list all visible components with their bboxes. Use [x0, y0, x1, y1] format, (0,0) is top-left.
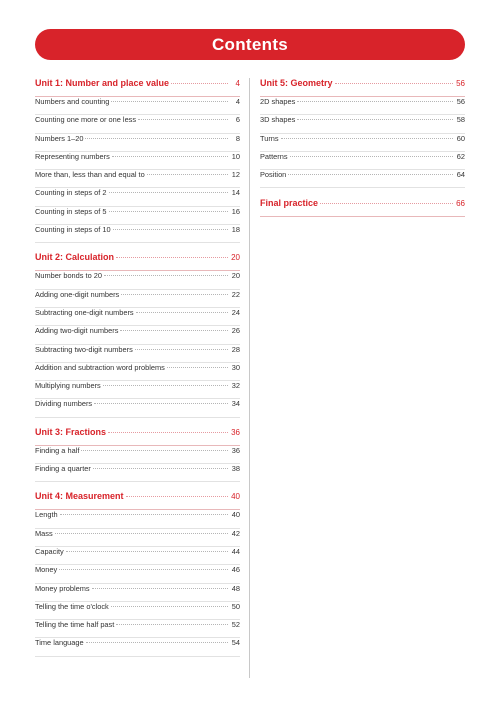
- entry-title: Dividing numbers: [35, 399, 93, 409]
- unit-title: Unit 3: Fractions: [35, 426, 107, 437]
- dot-leader: [171, 83, 228, 84]
- entry-title: 3D shapes: [260, 115, 296, 125]
- unit-title: Final practice: [260, 198, 319, 209]
- dot-leader: [290, 156, 453, 157]
- contents-entry[interactable]: [35, 225, 240, 243]
- dot-leader: [113, 229, 228, 230]
- contents-entry[interactable]: [35, 152, 240, 170]
- unit-section: [260, 198, 465, 217]
- entry-page-number: 4: [235, 97, 240, 106]
- entry-title: 2D shapes: [260, 97, 296, 106]
- contents-entry[interactable]: [35, 464, 240, 482]
- page-title: Contents: [211, 34, 289, 54]
- entry-page-number: 22: [231, 289, 240, 299]
- unit-section: [35, 491, 240, 656]
- entry-title: Telling the time half past: [35, 620, 115, 630]
- dot-leader: [111, 606, 228, 607]
- dot-leader: [85, 138, 228, 139]
- dot-leader: [109, 192, 229, 193]
- contents-entry[interactable]: [35, 308, 240, 326]
- entry-title: Telling the time o'clock: [35, 601, 109, 611]
- contents-entry[interactable]: [35, 188, 240, 206]
- entry-page-number: 6: [235, 115, 240, 125]
- dot-leader: [116, 624, 228, 625]
- entry-title: Numbers and counting: [35, 97, 110, 106]
- contents-banner: [35, 29, 465, 60]
- contents-entry[interactable]: [260, 97, 465, 115]
- contents-entry[interactable]: [35, 290, 240, 308]
- contents-entry[interactable]: [260, 170, 465, 188]
- entry-page-number: 30: [231, 362, 240, 372]
- entry-title: Length: [35, 510, 58, 520]
- dot-leader: [135, 349, 228, 350]
- entry-title: Money problems: [35, 583, 90, 593]
- dot-leader: [81, 450, 228, 451]
- entry-page-number: 62: [456, 151, 465, 161]
- contents-entry[interactable]: [35, 170, 240, 188]
- contents-entry[interactable]: [35, 565, 240, 583]
- dot-leader: [55, 533, 228, 534]
- dot-leader: [288, 174, 453, 175]
- dot-leader: [116, 257, 228, 258]
- entry-page-number: 32: [231, 381, 240, 391]
- entry-title: Money: [35, 565, 58, 575]
- contents-entry[interactable]: [35, 584, 240, 602]
- contents-entry[interactable]: [35, 620, 240, 638]
- unit-title: Unit 5: Geometry: [260, 78, 333, 88]
- dot-leader: [92, 588, 228, 589]
- entry-page-number: 28: [231, 344, 240, 354]
- entry-title: More than, less than and equal to: [35, 170, 145, 180]
- unit-page-number: 66: [456, 199, 465, 209]
- contents-entry[interactable]: [35, 326, 240, 344]
- unit-title: Unit 1: Number and place value: [35, 78, 170, 88]
- entry-page-number: 34: [231, 399, 240, 409]
- unit-heading[interactable]: [260, 78, 465, 97]
- dot-leader: [112, 156, 228, 157]
- dot-leader: [320, 203, 453, 204]
- entry-title: Finding a quarter: [35, 464, 91, 474]
- column-divider: [249, 78, 250, 678]
- entry-page-number: 46: [231, 565, 240, 575]
- dot-leader: [147, 174, 228, 175]
- contents-entry[interactable]: [35, 381, 240, 399]
- unit-title: Unit 2: Calculation: [35, 252, 115, 263]
- dot-leader: [94, 403, 228, 404]
- contents-entry[interactable]: [35, 134, 240, 152]
- entry-title: Counting one more or one less: [35, 115, 137, 125]
- dot-leader: [297, 101, 453, 102]
- entry-page-number: 64: [456, 170, 465, 180]
- dot-leader: [111, 101, 228, 102]
- dot-leader: [167, 367, 228, 368]
- contents-entry[interactable]: [35, 399, 240, 417]
- contents-entry[interactable]: [35, 446, 240, 464]
- entry-title: Subtracting one-digit numbers: [35, 307, 134, 317]
- entry-page-number: 58: [456, 115, 465, 125]
- contents-entry[interactable]: [35, 345, 240, 363]
- contents-entry[interactable]: [35, 510, 240, 528]
- contents-entry[interactable]: [35, 638, 240, 656]
- unit-section: [35, 252, 240, 417]
- unit-section: [260, 78, 465, 188]
- dot-leader: [138, 119, 228, 120]
- dot-leader: [60, 514, 228, 515]
- contents-entry[interactable]: [260, 134, 465, 152]
- entry-page-number: 10: [231, 151, 240, 161]
- entry-page-number: 56: [456, 97, 465, 106]
- dot-leader: [297, 119, 453, 120]
- entry-page-number: 38: [231, 464, 240, 474]
- dot-leader: [136, 312, 228, 313]
- entry-title: Adding one-digit numbers: [35, 289, 120, 299]
- entry-title: Turns: [260, 133, 279, 143]
- dot-leader: [66, 551, 228, 552]
- contents-column-left: [35, 78, 240, 666]
- entry-title: Subtracting two-digit numbers: [35, 344, 133, 354]
- entry-page-number: 36: [231, 445, 240, 455]
- entry-title: Adding two-digit numbers: [35, 326, 119, 336]
- entry-page-number: 48: [231, 583, 240, 593]
- unit-heading[interactable]: [35, 491, 240, 510]
- unit-section: [35, 78, 240, 243]
- unit-title: Unit 4: Measurement: [35, 491, 124, 502]
- contents-entry[interactable]: [260, 115, 465, 133]
- entry-page-number: 52: [231, 620, 240, 630]
- entry-title: Counting in steps of 2: [35, 188, 107, 198]
- entry-page-number: 18: [231, 225, 240, 235]
- contents-entry[interactable]: [35, 602, 240, 620]
- unit-heading[interactable]: [260, 198, 465, 217]
- contents-entry[interactable]: [35, 97, 240, 115]
- unit-page-number: 36: [231, 427, 240, 437]
- unit-page-number: 56: [456, 79, 465, 88]
- unit-page-number: 40: [231, 492, 240, 502]
- contents-column-right: [260, 78, 465, 227]
- entry-title: Mass: [35, 528, 53, 538]
- dot-leader: [121, 294, 228, 295]
- entry-title: Number bonds to 20: [35, 271, 102, 281]
- contents-entry[interactable]: [35, 363, 240, 381]
- contents-entry[interactable]: [35, 547, 240, 565]
- dot-leader: [109, 211, 229, 212]
- entry-page-number: 40: [231, 510, 240, 520]
- entry-page-number: 54: [231, 638, 240, 648]
- dot-leader: [93, 468, 228, 469]
- entry-page-number: 24: [231, 307, 240, 317]
- entry-title: Time language: [35, 638, 84, 648]
- contents-entry[interactable]: [35, 529, 240, 547]
- dot-leader: [281, 138, 453, 139]
- entry-title: Addition and subtraction word problems: [35, 362, 165, 372]
- entry-page-number: 14: [231, 188, 240, 198]
- entry-title: Capacity: [35, 546, 64, 556]
- unit-heading[interactable]: [35, 252, 240, 271]
- entry-page-number: 26: [231, 326, 240, 336]
- dot-leader: [120, 330, 228, 331]
- entry-title: Representing numbers: [35, 151, 110, 161]
- entry-title: Finding a half: [35, 445, 80, 455]
- contents-entry[interactable]: [35, 115, 240, 133]
- entry-title: Position: [260, 170, 287, 180]
- entry-page-number: 20: [231, 271, 240, 281]
- unit-heading[interactable]: [35, 427, 240, 446]
- entry-page-number: 16: [231, 206, 240, 216]
- entry-page-number: 12: [231, 170, 240, 180]
- entry-page-number: 60: [456, 133, 465, 143]
- unit-heading[interactable]: [35, 78, 240, 97]
- entry-page-number: 8: [235, 133, 240, 143]
- entry-page-number: 42: [231, 528, 240, 538]
- contents-entry[interactable]: [260, 152, 465, 170]
- dot-leader: [108, 432, 228, 433]
- contents-entry[interactable]: [35, 271, 240, 289]
- dot-leader: [104, 275, 228, 276]
- entry-title: Multiplying numbers: [35, 381, 101, 391]
- dot-leader: [335, 83, 453, 84]
- dot-leader: [126, 496, 228, 497]
- entry-title: Patterns: [260, 151, 288, 161]
- unit-page-number: 4: [235, 79, 240, 88]
- entry-title: Numbers 1–20: [35, 133, 84, 143]
- unit-section: [35, 427, 240, 483]
- unit-page-number: 20: [231, 253, 240, 263]
- entry-page-number: 50: [231, 601, 240, 611]
- dot-leader: [103, 385, 228, 386]
- contents-entry[interactable]: [35, 207, 240, 225]
- entry-title: Counting in steps of 5: [35, 206, 107, 216]
- entry-title: Counting in steps of 10: [35, 225, 111, 235]
- entry-page-number: 44: [231, 546, 240, 556]
- dot-leader: [86, 642, 228, 643]
- dot-leader: [59, 569, 228, 570]
